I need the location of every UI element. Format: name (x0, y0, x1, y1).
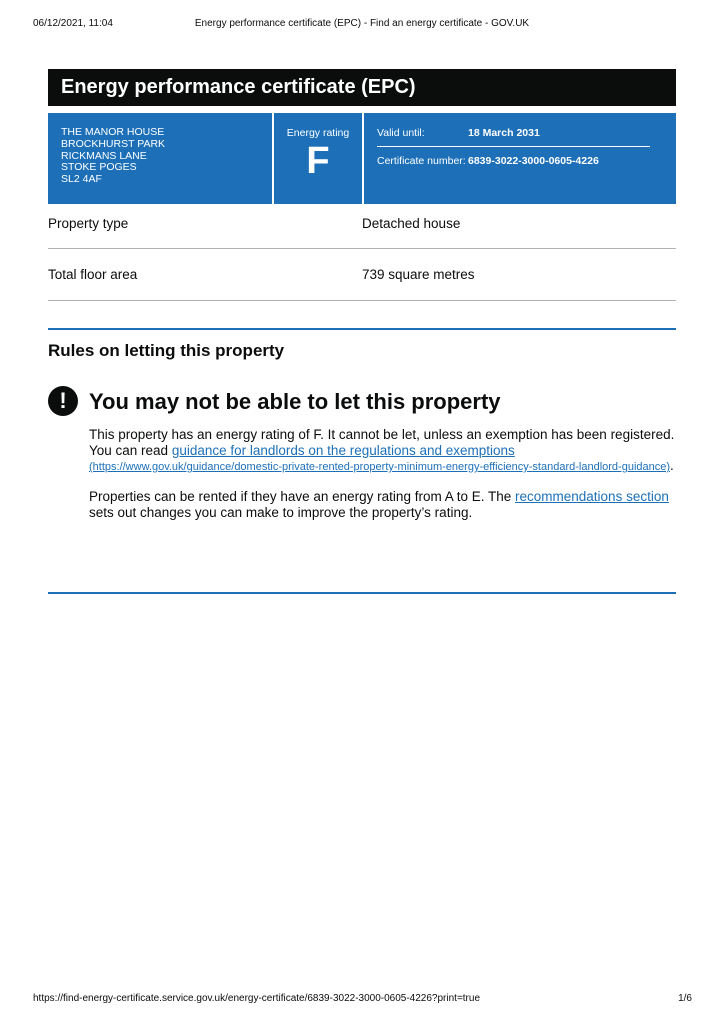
rating-range-paragraph (89, 489, 679, 520)
print-header (0, 18, 724, 32)
fact-value: 739 square metres (362, 267, 475, 282)
epc-summary (48, 113, 676, 204)
address-postcode: SL2 4AF (61, 173, 102, 186)
certificate-number-row (377, 147, 650, 167)
page-title: Energy performance certificate (EPC) (61, 76, 416, 98)
valid-until-value: 18 March 2031 (468, 127, 540, 139)
paragraph-text: Properties can be rented if they have an energy rating from A to E. The (89, 489, 516, 504)
paragraph-text: This property has an energy rating of F. It cannot be let, unless an exemption has been registered. You can read (89, 427, 675, 458)
landlord-guidance-url[interactable]: (https://www.gov.uk/guidance/domestic-private-rented-property-minimum-energy-efficiency-standard-landlord-guidance) (89, 461, 671, 473)
letting-rules-text (89, 427, 679, 520)
fact-label: Total floor area (48, 267, 138, 282)
property-address (48, 113, 272, 204)
energy-rating-label: Energy rating (286, 127, 350, 139)
fact-row (48, 204, 676, 249)
certificate-number-label: Certificate number: (377, 155, 466, 167)
energy-rating-letter: F (306, 140, 330, 182)
print-date: 06/12/2021, 11:04 (33, 18, 113, 29)
warning-icon: ! (48, 386, 78, 416)
valid-until-label: Valid until: (377, 127, 425, 139)
address-line: RICKMANS LANE (61, 149, 147, 162)
valid-until-row (377, 127, 650, 147)
paragraph-text: . (670, 458, 674, 473)
address-line: THE MANOR HOUSE (61, 126, 165, 138)
fact-row (48, 249, 676, 301)
rules-heading: Rules on letting this property (48, 341, 285, 360)
certificate-number-value: 6839-3022-3000-0605-4226 (468, 155, 599, 167)
address-line: BROCKHURST PARK (61, 137, 166, 150)
landlord-guidance-link[interactable]: guidance for landlords on the regulations and exemptions (171, 442, 515, 458)
recommendations-section-link[interactable]: recommendations section (515, 489, 669, 504)
fact-label: Property type (48, 216, 129, 231)
address-line: STOKE POGES (61, 161, 137, 174)
print-page-title: Energy performance certificate (EPC) - Find an energy certificate - GOV.UK (194, 18, 530, 29)
certificate-validity (364, 113, 676, 204)
print-url: https://find-energy-certificate.service.gov.uk/energy-certificate/6839-3022-3000-0605-4226?print=true (33, 993, 481, 1004)
warning-title: You may not be able to let this property (89, 389, 501, 414)
certificate-title-bar (48, 69, 676, 106)
page-number: 1/6 (678, 993, 692, 1004)
section-divider (48, 592, 676, 594)
energy-rating-box (274, 113, 362, 204)
fact-value: Detached house (362, 216, 461, 231)
exemption-paragraph (89, 427, 679, 474)
property-facts (48, 204, 676, 301)
section-divider (48, 328, 676, 330)
paragraph-text: sets out changes you can make to improve the property’s rating. (89, 504, 473, 520)
